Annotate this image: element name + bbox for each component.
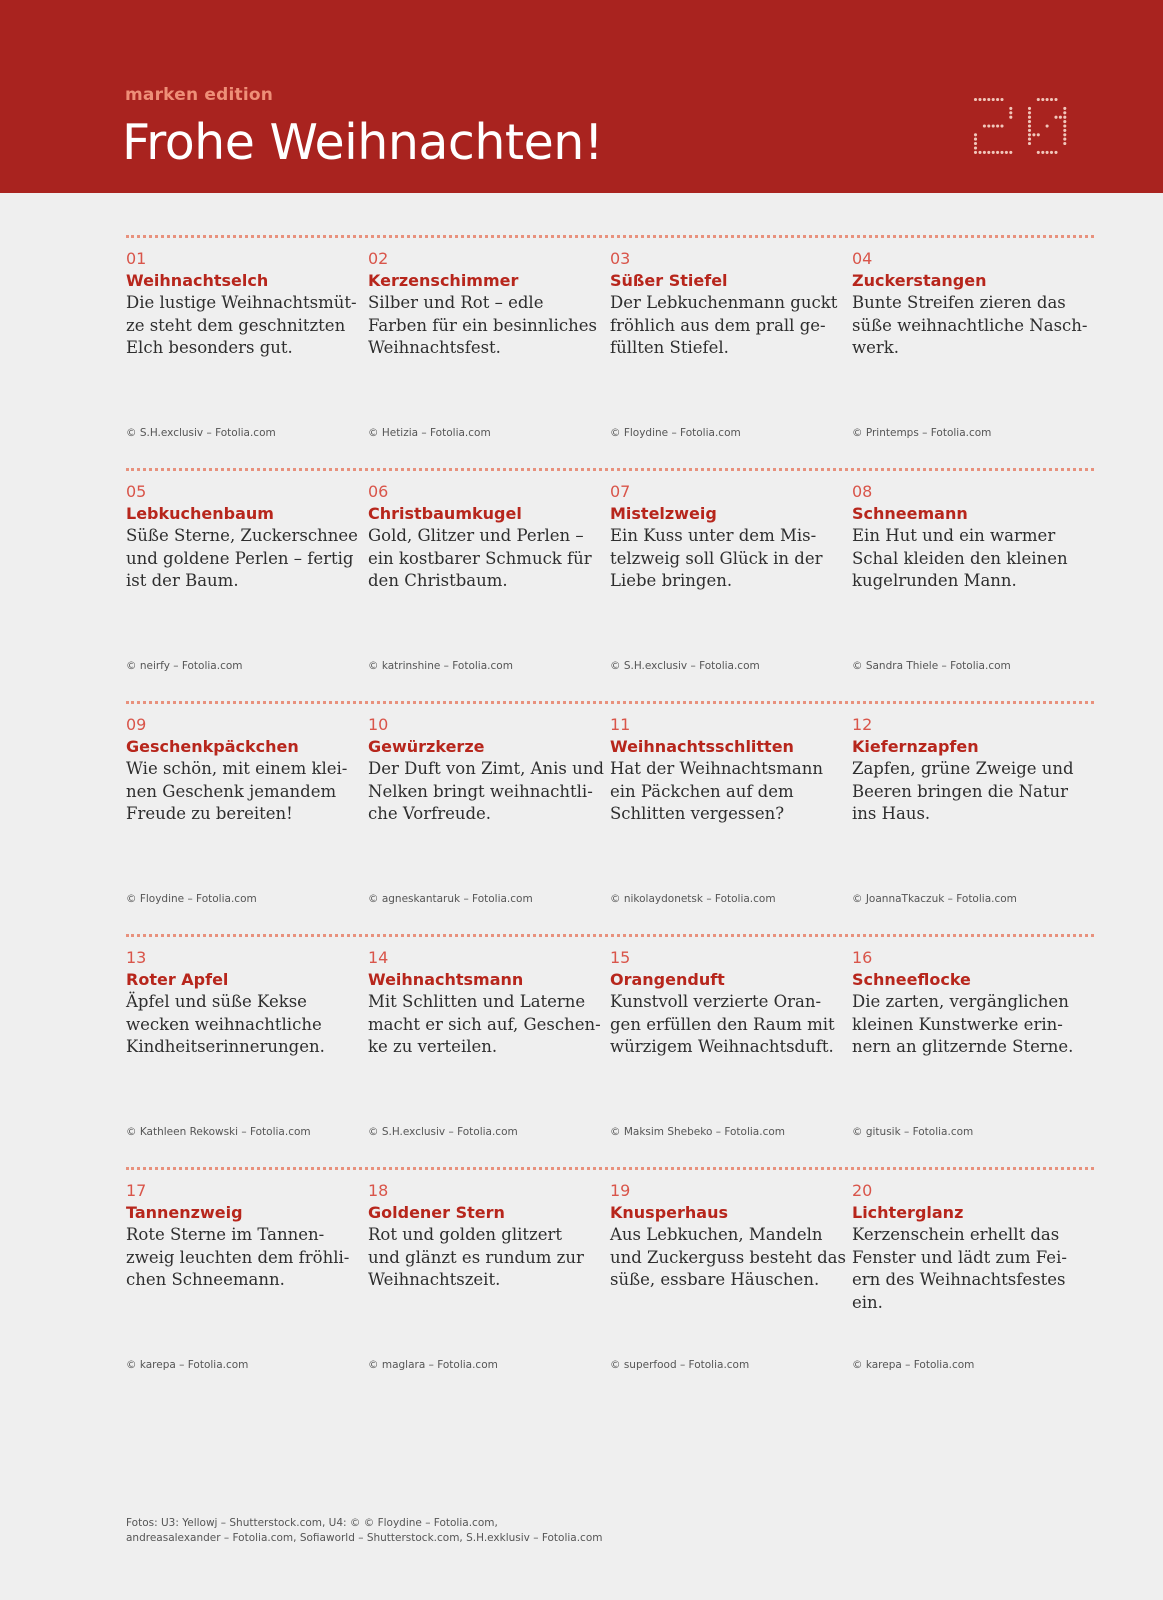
description-line: Aus Lebkuchen, Mandeln [610,1225,823,1244]
item-number: 15 [610,948,631,967]
description-line: Die lustige Weihnachtsmüt- [126,293,357,312]
item-description [852,758,1092,826]
description-line: Weihnachtszeit. [368,1270,501,1289]
description-line: Der Duft von Zimt, Anis und [368,759,604,778]
description-line: Beeren bringen die Natur [852,781,1068,801]
item-number: 08 [852,482,873,501]
description-line: ins Haus. [852,804,931,823]
calendar-item [852,482,1092,692]
description-line: Schlitten vergessen? [610,804,785,823]
calendar-item [610,948,850,1158]
item-title: Tannenzweig [126,1203,243,1222]
item-title: Knusperhaus [610,1203,728,1222]
item-photo-credit: © maglara – Fotolia.com [368,1359,498,1371]
description-line: kugelrunden Mann. [852,571,1017,590]
item-title: Weihnachtselch [126,271,269,290]
item-photo-credit: © Hetizia – Fotolia.com [368,427,491,439]
description-line: Silber und Rot – edle [368,293,544,312]
item-photo-credit: © agneskantaruk – Fotolia.com [368,893,533,905]
dotted-divider [126,468,1094,471]
calendar-item [610,249,850,459]
description-line: Liebe bringen. [610,571,733,590]
calendar-item [852,715,1092,925]
description-line: und glänzt es rundum zur [368,1247,584,1267]
description-line: Bunte Streifen zieren das [852,293,1066,312]
dotted-divider [126,934,1094,937]
item-title: Mistelzweig [610,504,717,523]
item-description [368,525,608,593]
description-line: kleinen Kunstwerke erin- [852,1014,1063,1034]
item-number: 04 [852,249,873,268]
item-title: Geschenkpäckchen [126,737,299,756]
description-line: Schal kleiden den kleinen [852,548,1068,568]
item-photo-credit: © Maksim Shebeko – Fotolia.com [610,1126,785,1138]
grid-row [126,1167,1096,1400]
item-number: 03 [610,249,631,268]
description-line: Die zarten, vergänglichen [852,992,1069,1011]
item-number: 14 [368,948,389,967]
calendar-item [610,1181,850,1391]
item-number: 07 [610,482,631,501]
item-number: 16 [852,948,873,967]
page-number-digit [1028,98,1066,154]
item-description [610,1224,850,1292]
description-line: gen erfüllen den Raum mit [610,1014,835,1034]
description-line: Rot und golden glitzert [368,1225,562,1244]
item-photo-credit: © Printemps – Fotolia.com [852,427,992,439]
item-number: 09 [126,715,147,734]
item-photo-credit: © Kathleen Rekowski – Fotolia.com [126,1126,311,1138]
item-description [852,525,1092,593]
item-number: 18 [368,1181,389,1200]
item-title: Zuckerstangen [852,271,987,290]
description-line: füllten Stiefel. [610,338,729,357]
calendar-item [368,715,608,925]
item-number: 10 [368,715,389,734]
description-line: ein. [852,1292,883,1312]
item-photo-credit: © karepa – Fotolia.com [852,1359,975,1371]
calendar-item [126,715,366,925]
item-number: 19 [610,1181,631,1200]
item-title: Orangenduft [610,970,725,989]
item-number: 02 [368,249,389,268]
item-description [852,292,1092,360]
item-description [126,991,366,1059]
item-description [368,1224,608,1292]
description-line: Zapfen, grüne Zweige und [852,759,1074,778]
dotted-divider [126,1167,1094,1170]
description-line: süße weihnachtliche Nasch- [852,315,1088,335]
description-line: che Vorfreude. [368,804,492,823]
page-number [973,97,1093,163]
description-line: Mit Schlitten und Laterne [368,992,586,1011]
item-description [368,758,608,826]
description-line: zweig leuchten dem fröhli- [126,1247,350,1267]
description-line: Fenster und lädt zum Fei- [852,1247,1067,1267]
item-title: Schneemann [852,504,968,523]
description-line: telzweig soll Glück in der [610,548,823,568]
description-line: Rote Sterne im Tannen- [126,1225,325,1244]
grid-row [126,468,1096,701]
item-description [126,1224,366,1292]
calendar-item [368,948,608,1158]
item-description [852,991,1092,1059]
description-line: Nelken bringt weihnachtli- [368,781,593,801]
grid-row [126,701,1096,934]
description-line: ist der Baum. [126,571,239,590]
description-line: Ein Kuss unter dem Mis- [610,526,817,545]
item-photo-credit: © S.H.exclusiv – Fotolia.com [610,660,760,672]
header-banner [0,0,1163,193]
calendar-grid [126,235,1096,1400]
item-title: Gewürzkerze [368,737,485,756]
item-number: 17 [126,1181,147,1200]
item-photo-credit: © S.H.exclusiv – Fotolia.com [126,427,276,439]
item-number: 12 [852,715,873,734]
page-number-digit [974,98,1012,154]
calendar-item [852,249,1092,459]
calendar-item [368,249,608,459]
item-photo-credit: © katrinshine – Fotolia.com [368,660,513,672]
item-description [368,292,608,360]
item-photo-credit: © Floydine – Fotolia.com [610,427,741,439]
item-photo-credit: © gitusik – Fotolia.com [852,1126,974,1138]
description-line: Hat der Weihnachtsmann [610,759,824,778]
item-photo-credit: © Floydine – Fotolia.com [126,893,257,905]
page-title: Frohe Weihnachten! [122,114,603,171]
description-line: ke zu verteilen. [368,1037,498,1056]
description-line: chen Schneemann. [126,1270,285,1289]
photo-credits-line-2: andreasalexander – Fotolia.com, Sofiaworld – Shutterstock.com, S.H.exklusiv – Fotolia.com [126,1532,603,1544]
item-title: Kiefernzapfen [852,737,979,756]
item-photo-credit: © nikolaydonetsk – Fotolia.com [610,893,776,905]
item-description [852,1224,1092,1314]
item-number: 05 [126,482,147,501]
description-line: und Zuckerguss besteht das [610,1247,846,1267]
item-photo-credit: © neirfy – Fotolia.com [126,660,243,672]
item-description [126,758,366,826]
description-line: Weihnachtsfest. [368,338,501,357]
description-line: wecken weihnachtliche [126,1014,322,1034]
item-photo-credit: © JoannaTkaczuk – Fotolia.com [852,893,1017,905]
item-number: 06 [368,482,389,501]
description-line: würzigem Weihnachtsduft. [610,1037,834,1056]
calendar-item [610,482,850,692]
edition-label: marken edition [125,85,274,105]
item-description [610,991,850,1059]
calendar-item [126,249,366,459]
description-line: fröhlich aus dem prall ge- [610,315,826,335]
item-title: Kerzenschimmer [368,271,519,290]
photo-credits [126,1516,602,1546]
description-line: Farben für ein besinnliches [368,315,598,335]
grid-row [126,235,1096,468]
description-line: Elch besonders gut. [126,338,293,357]
item-description [368,991,608,1059]
item-photo-credit: © S.H.exclusiv – Fotolia.com [368,1126,518,1138]
description-line: Äpfel und süße Kekse [126,992,307,1011]
description-line: den Christbaum. [368,571,508,590]
item-photo-credit: © superfood – Fotolia.com [610,1359,750,1371]
item-title: Christbaumkugel [368,504,522,523]
description-line: nern an glitzernde Sterne. [852,1037,1074,1056]
calendar-item [852,948,1092,1158]
description-line: Der Lebkuchenmann guckt [610,293,838,312]
description-line: Kindheitserinnerungen. [126,1037,325,1056]
item-number: 13 [126,948,147,967]
calendar-item [368,1181,608,1391]
description-line: nen Geschenk jemandem [126,781,337,801]
calendar-item [368,482,608,692]
item-title: Schneeflocke [852,970,971,989]
item-title: Lichterglanz [852,1203,964,1222]
description-line: Süße Sterne, Zuckerschnee [126,526,358,545]
dotted-divider [126,235,1094,238]
item-title: Lebkuchenbaum [126,504,274,523]
item-title: Weihnachtsschlitten [610,737,794,756]
description-line: werk. [852,338,900,357]
description-line: Ein Hut und ein warmer [852,526,1056,545]
item-title: Roter Apfel [126,970,229,989]
item-description [126,292,366,360]
description-line: macht er sich auf, Geschen- [368,1014,601,1034]
item-title: Süßer Stiefel [610,271,728,290]
description-line: Freude zu bereiten! [126,804,293,823]
description-line: ein Päckchen auf dem [610,781,794,801]
description-line: ern des Weihnachtsfestes [852,1270,1066,1289]
item-description [610,525,850,593]
calendar-item [126,482,366,692]
item-description [126,525,366,593]
description-line: ze steht dem geschnitzten [126,315,346,335]
item-number: 01 [126,249,147,268]
item-title: Weihnachtsmann [368,970,524,989]
calendar-item [610,715,850,925]
dotted-divider [126,701,1094,704]
description-line: Kerzenschein erhellt das [852,1225,1060,1244]
description-line: Gold, Glitzer und Perlen – [368,526,584,545]
item-title: Goldener Stern [368,1203,505,1222]
description-line: Kunstvoll verzierte Oran- [610,992,822,1011]
description-line: ein kostbarer Schmuck für [368,548,592,568]
grid-row [126,934,1096,1167]
calendar-item [126,948,366,1158]
description-line: und goldene Perlen – fertig [126,548,354,568]
description-line: Wie schön, mit einem klei- [126,759,348,778]
calendar-item [852,1181,1092,1391]
item-description [610,758,850,826]
item-description [610,292,850,360]
photo-credits-line-1: Fotos: U3: Yellowj – Shutterstock.com, U4: © © Floydine – Fotolia.com, [126,1517,498,1529]
item-photo-credit: © Sandra Thiele – Fotolia.com [852,660,1011,672]
calendar-item [126,1181,366,1391]
description-line: süße, essbare Häuschen. [610,1270,820,1289]
item-number: 20 [852,1181,873,1200]
item-number: 11 [610,715,631,734]
item-photo-credit: © karepa – Fotolia.com [126,1359,249,1371]
